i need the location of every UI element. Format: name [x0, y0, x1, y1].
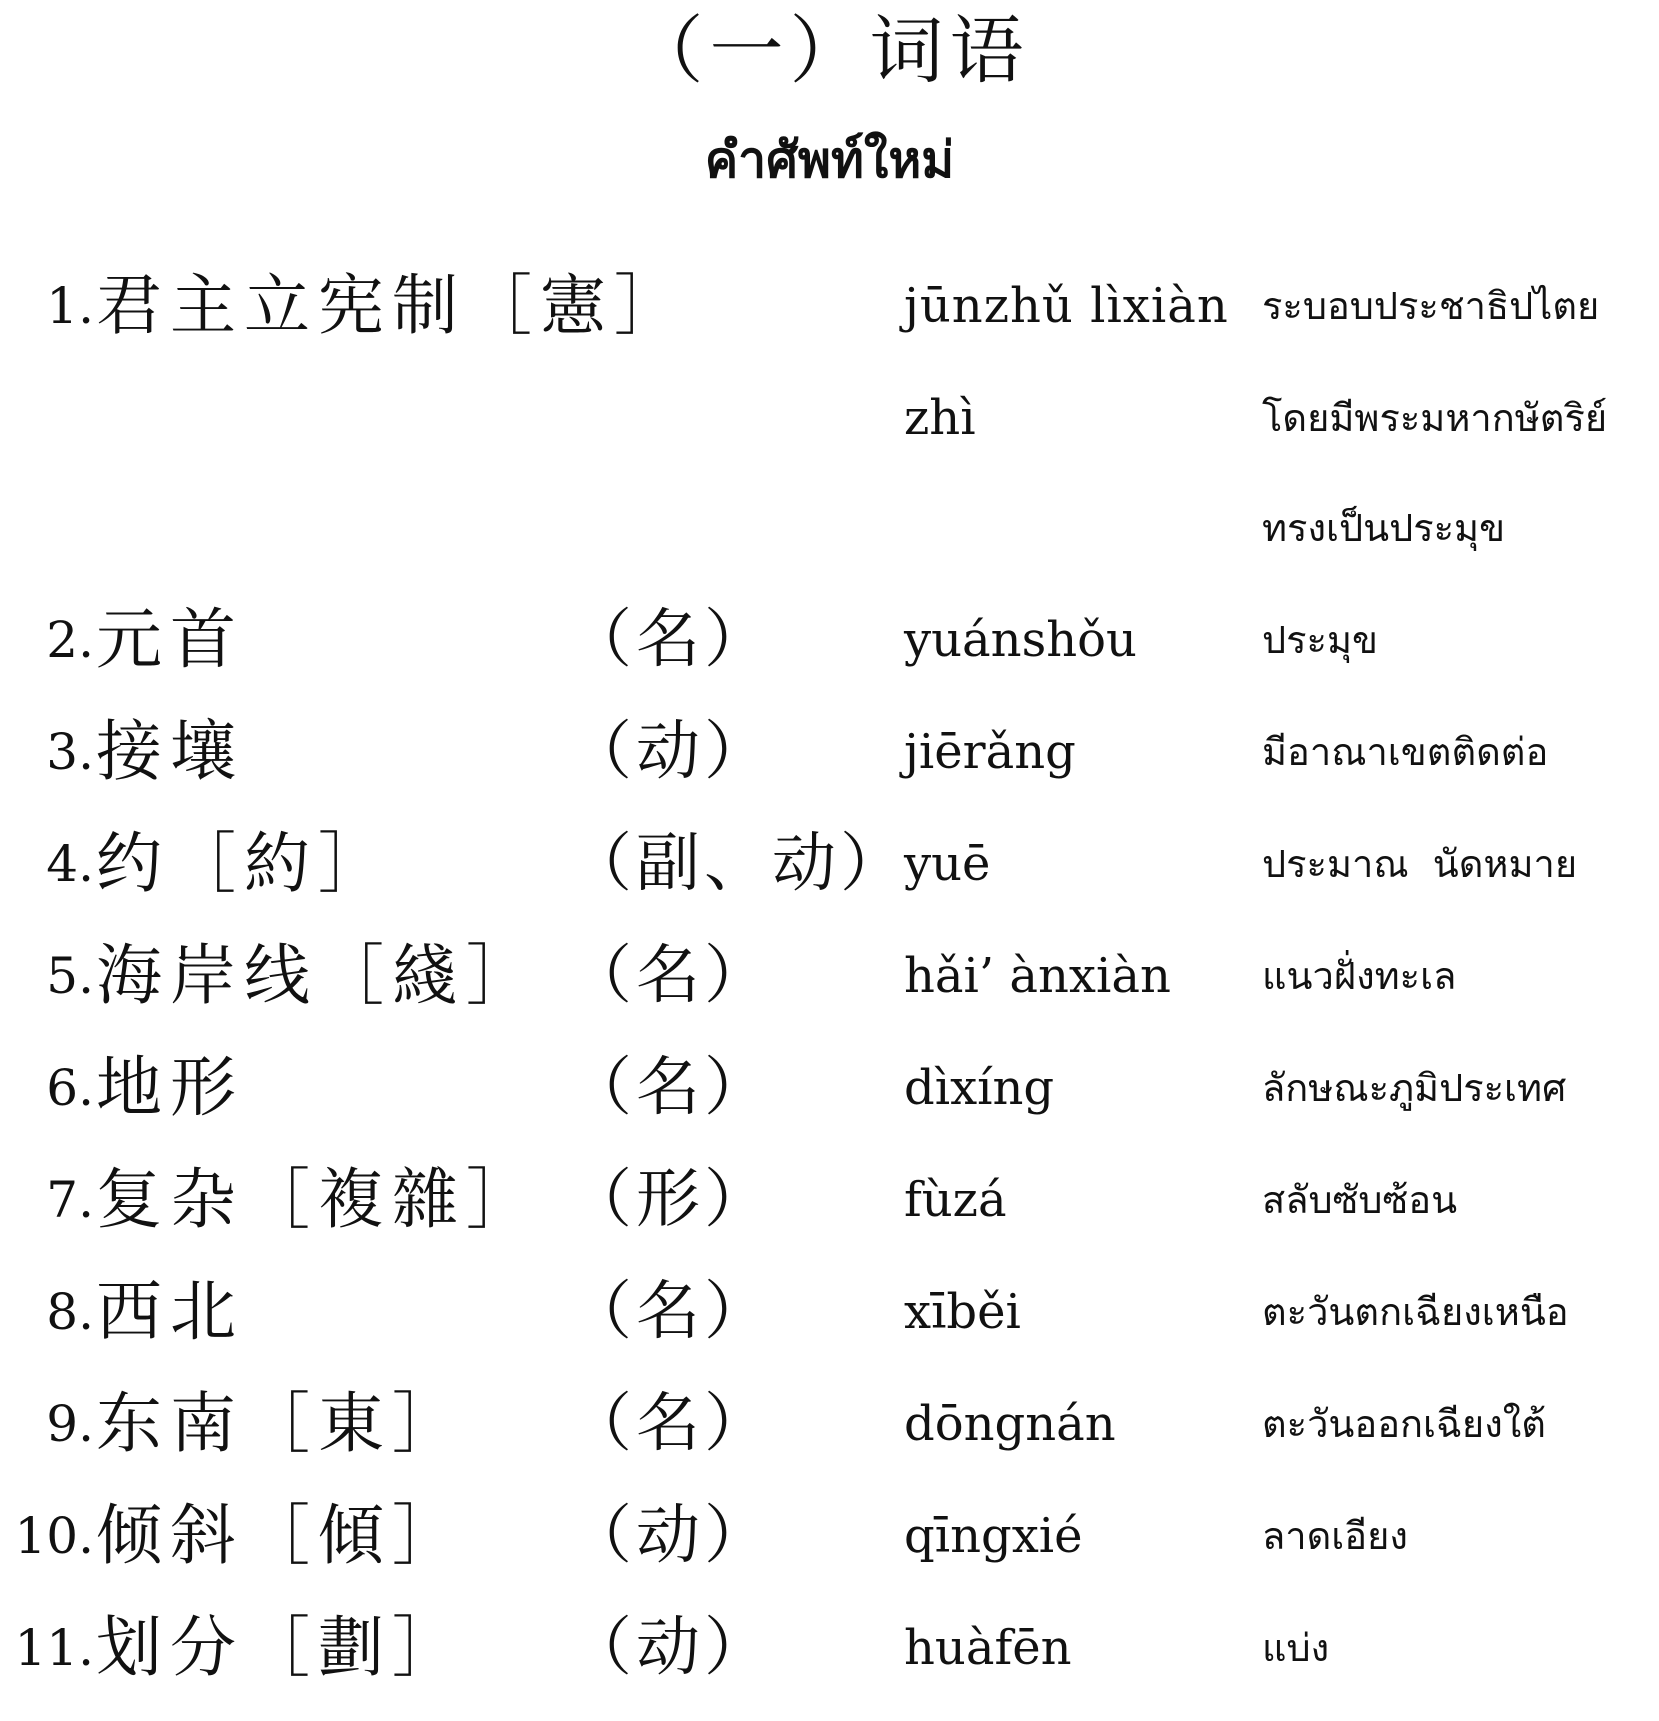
entry-part-of-speech: （名） — [568, 1051, 772, 1125]
entry-hanzi: 海岸线［綫］ — [96, 937, 540, 1014]
entry-thai: ลาดเอียง — [1262, 1514, 1408, 1558]
entry-part-of-speech: （名） — [568, 939, 772, 1013]
entry-hanzi: 约［約］ — [96, 825, 392, 902]
entry-hanzi: 地形 — [96, 1049, 244, 1126]
vocab-entry-6 — [0, 1038, 1659, 1138]
vocab-entry-5 — [0, 926, 1659, 1026]
entry-pinyin: fùzá — [904, 1172, 1007, 1228]
entry-pinyin: dìxíng — [904, 1060, 1055, 1116]
vocab-entry-3 — [0, 702, 1659, 802]
entry-number: 6. — [46, 1059, 94, 1117]
vocab-entry-11 — [0, 1598, 1659, 1698]
vocab-entry-8 — [0, 1262, 1659, 1362]
entry-part-of-speech: （名） — [568, 1275, 772, 1349]
entry-pinyin: jūnzhǔ lìxiàn — [904, 278, 1229, 334]
page-title: （一）词语 — [629, 8, 1030, 94]
entry-number: 5. — [46, 947, 94, 1005]
entry-pinyin: xīběi — [904, 1284, 1021, 1340]
entry-pinyin: yuē — [904, 836, 991, 892]
entry-pinyin: hǎi’ ànxiàn — [904, 948, 1171, 1004]
entry-thai: ลักษณะภูมิประเทศ — [1262, 1066, 1567, 1110]
entry-hanzi: 东南［東］ — [96, 1385, 466, 1462]
entry-hanzi: 划分［劃］ — [96, 1609, 466, 1686]
entry-part-of-speech: （副、动） — [568, 827, 908, 901]
entry-thai: สลับซับซ้อน — [1262, 1178, 1458, 1222]
entry-thai: แบ่ง — [1262, 1626, 1330, 1670]
entry-number: 11. — [14, 1619, 94, 1677]
entry-number: 3. — [46, 723, 94, 781]
entry-hanzi: 元首 — [96, 601, 244, 678]
entry-number: 9. — [46, 1395, 94, 1453]
entry-part-of-speech: （名） — [568, 603, 772, 677]
entry-part-of-speech: （动） — [568, 1611, 772, 1685]
vocab-entry-10 — [0, 1486, 1659, 1586]
vocab-entry-1 — [0, 256, 1659, 356]
entry-pinyin: jiērǎng — [904, 724, 1076, 780]
entry-part-of-speech: （名） — [568, 1387, 772, 1461]
entry-thai: ระบอบประชาธิปไตย — [1262, 284, 1600, 328]
vocab-entry-9 — [0, 1374, 1659, 1474]
vocab-entry-7 — [0, 1150, 1659, 1250]
entry-hanzi: 倾斜［傾］ — [96, 1497, 466, 1574]
entry-part-of-speech: （动） — [568, 1499, 772, 1573]
entry-hanzi: 复杂［複雜］ — [96, 1161, 540, 1238]
entry-number: 4. — [46, 835, 94, 893]
entry-pinyin: qīngxié — [904, 1508, 1083, 1564]
entry-number: 10. — [14, 1507, 94, 1565]
entry-part-of-speech: （形） — [568, 1163, 772, 1237]
entry-number: 2. — [46, 611, 94, 669]
entry-number: 7. — [46, 1171, 94, 1229]
entry-pinyin: yuánshǒu — [904, 612, 1137, 668]
entry-hanzi: 接壤 — [96, 713, 244, 790]
vocab-entry-4 — [0, 814, 1659, 914]
entry-thai: ประมุข — [1262, 618, 1378, 662]
entry-hanzi: 君主立宪制［憲］ — [96, 267, 688, 344]
entry-part-of-speech: （动） — [568, 715, 772, 789]
entry-thai-continued-1: โดยมีพระมหากษัตริย์ — [1262, 396, 1608, 440]
entry-pinyin-continued: zhì — [904, 390, 976, 446]
vocab-entry-2 — [0, 590, 1659, 690]
entry-thai: แนวฝั่งทะเล — [1262, 954, 1457, 998]
entry-number: 1. — [46, 277, 94, 335]
entry-number: 8. — [46, 1283, 94, 1341]
entry-thai: มีอาณาเขตติดต่อ — [1262, 730, 1549, 774]
entry-thai: ประมาณ นัดหมาย — [1262, 842, 1578, 886]
page-subtitle: คำศัพท์ใหม่ — [704, 130, 955, 189]
entry-pinyin: dōngnán — [904, 1396, 1116, 1452]
entry-thai: ตะวันออกเฉียงใต้ — [1262, 1402, 1546, 1446]
entry-thai-continued-2: ทรงเป็นประมุข — [1262, 506, 1506, 550]
entry-pinyin: huàfēn — [904, 1620, 1072, 1676]
entry-hanzi: 西北 — [96, 1273, 244, 1350]
entry-thai: ตะวันตกเฉียงเหนือ — [1262, 1290, 1569, 1334]
